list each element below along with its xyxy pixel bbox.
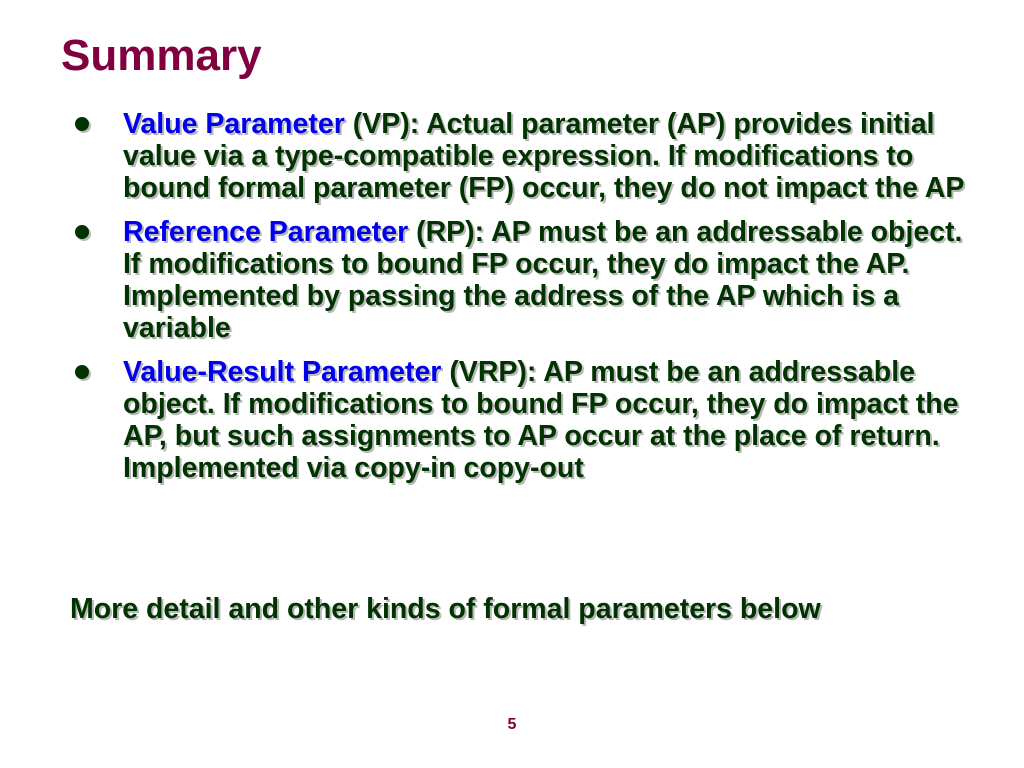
bullet-value-parameter xyxy=(66,108,986,204)
bullet-list xyxy=(66,108,986,496)
bullet-value-result-parameter xyxy=(66,356,986,484)
bullet-reference-parameter xyxy=(66,216,986,344)
bullet-text: (RP): AP must be an addressable object. If modifications to bound FP occur, they do impact the AP. Implemented by passing the address of the AP which is a variable xyxy=(123,216,963,344)
bullet-term: Value-Result Parameter xyxy=(123,356,442,388)
bullet-dot-icon xyxy=(75,365,89,379)
page-number: 5 xyxy=(507,716,517,733)
bullet-term: Value Parameter xyxy=(123,108,345,140)
bullet-text: (VP): Actual parameter (AP) provides initial value via a type-compatible expression. If modifications to bound formal parameter (FP) occur, they do not impact the AP xyxy=(123,108,965,204)
footer-note: More detail and other kinds of formal parameters below xyxy=(70,593,821,625)
bullet-text: (VRP): AP must be an addressable object. If modifications to bound FP occur, they do impact the AP, but such assignments to AP occur at the place of return. Implemented via copy-in copy-out xyxy=(123,356,959,484)
bullet-dot-icon xyxy=(75,117,89,131)
bullet-dot-icon xyxy=(75,225,89,239)
slide-title: Summary xyxy=(61,31,262,80)
bullet-term: Reference Parameter xyxy=(123,216,409,248)
